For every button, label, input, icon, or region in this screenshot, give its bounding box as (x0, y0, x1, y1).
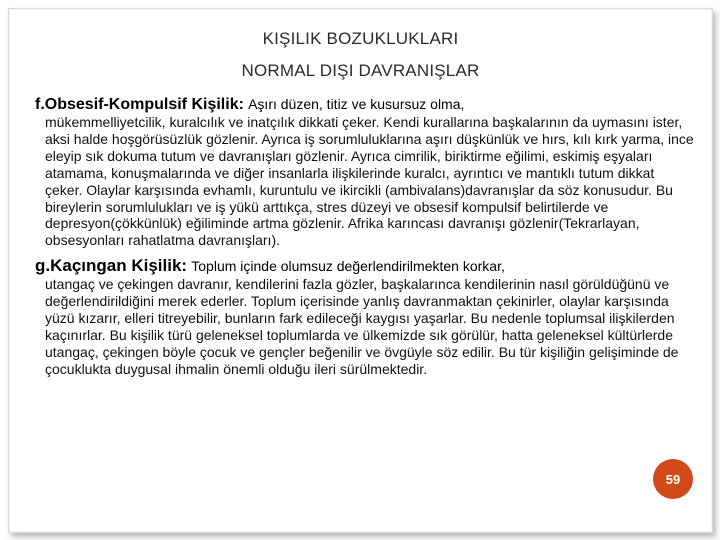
slide-frame (8, 8, 713, 533)
section-body: mükemmelliyetcilik, kuralcılık ve inatçılık dikkati çeker. Kendi kurallarına başkalarının da uymasını ister, aksi halde hoşgörüsüzlük gözlenir. Ayrıca iş sorumluluklarına aşırı düşkünlük ve hırs, kılı kırk yarma, ince eleyip sık dokuma tutum ve davranışları gözlenir. Ayrıca cimrilik, biriktirme eğilimi, eskimiş eşyaları atamama, konuşmalarında ve diğer insanlarla ilişkilerinde kuralcı, ayrıntıcı ve mantıklı tutum dikkat çeker. Olaylar karşısında evhamlı, kuruntulu ve ikircikli (ambivalans)davranışlar da söz konusudur. Bu bireylerin sorumlulukları ve iş yükü arttıkça, stres düzeyi ve obsesif kompulsif belirtilerde ve depresyon(çökkünlük) eğiliminde artma gözlenir. Afrika karıncası davranışı gözlenir(Tekrarlayan, obsesyonları rahatlatma davranışları). (45, 114, 694, 249)
slide-title-line1: KIŞILIK BOZUKLUKLARI (262, 29, 459, 48)
section-lead-line (35, 257, 695, 276)
slide-content (35, 95, 695, 386)
section-heading: g.Kaçıngan Kişilik: (35, 256, 188, 276)
section-body: utangaç ve çekingen davranır, kendilerini fazla gözler, başkalarınca kendilerinin nasıl görüldüğünü ve değerlendirildiğini merek ederler. Toplum içerisinde yanlış davranmaktan çekinirler, olaylar karşısında yüzü kızarır, elleri titreyebilir, bunların fark edileceği kaygısı yaşarlar. Bu nedenle toplumsal ilişkilerden kaçınırlar. Bu kişilik türü geleneksel toplumlarda ve ülkemizde sık görülür, hatta geleneksel kültürlerde utangaç, çekingen böyle çocuk ve gençler beğenilir ve övgüyle söz edilir. Bu tür kişiliğin gelişiminde de çocuklukta duygusal ihmalin önemli olduğu ileri sürülmektedir. (45, 276, 679, 377)
section-kacingan (35, 257, 695, 377)
slide-title-line2: NORMAL DIŞI DAVRANIŞLAR (241, 61, 480, 80)
section-lead-text: Aşırı düzen, titiz ve kusursuz olma, (248, 96, 465, 112)
section-obsesif-kompulsif (35, 95, 695, 249)
section-lead-line (35, 95, 695, 114)
section-lead-text: Toplum içinde olumsuz değerlendirilmekten korkar, (191, 258, 505, 275)
page-number-badge: 59 (653, 459, 693, 499)
section-heading: f.Obsesif-Kompulsif Kişilik: (35, 96, 244, 113)
